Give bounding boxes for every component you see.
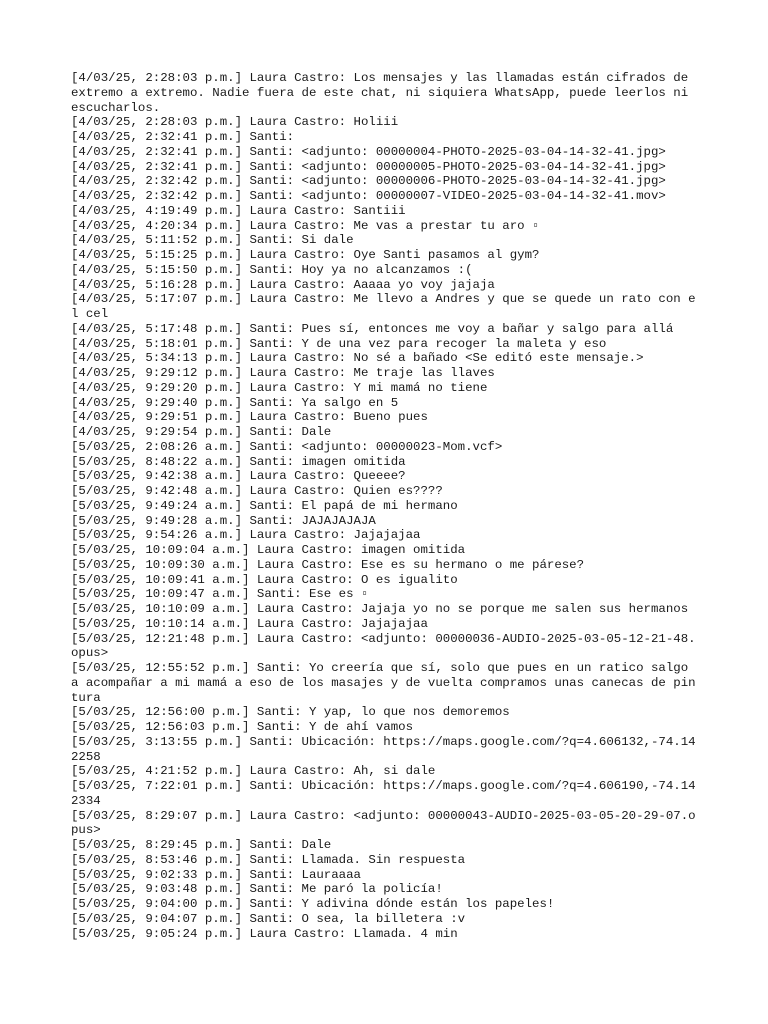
chat-message-line: [5/03/25, 9:49:28 a.m.] Santi: JAJAJAJAJA [71,513,376,528]
chat-message-line: [4/03/25, 2:32:42 p.m.] Santi: <adjunto: 00000007-VIDEO-2025-03-04-14-32-41.mov> [71,189,666,203]
chat-message-line: [4/03/25, 2:32:41 p.m.] Santi: [71,130,295,144]
chat-message-line: [4/03/25, 2:32:41 p.m.] Santi: <adjunto: 00000004-PHOTO-2025-03-04-14-32-41.jpg> [71,144,666,159]
chat-message-line: [5/03/25, 9:02:33 p.m.] Santi: Lauraaaa [71,867,361,882]
chat-message-line: [5/03/25, 10:10:09 a.m.] Laura Castro: Jajaja yo no se porque me salen sus hermanos [71,602,689,616]
chat-message-line: [4/03/25, 2:32:42 p.m.] Santi: <adjunto: 00000006-PHOTO-2025-03-04-14-32-41.jpg> [71,174,666,189]
chat-message-line: [4/03/25, 5:15:50 p.m.] Santi: Hoy ya no alcanzamos :( [71,262,473,277]
chat-message-line: [4/03/25, 9:29:51 p.m.] Laura Castro: Bueno pues [71,410,428,425]
chat-message-line: [5/03/25, 2:08:26 a.m.] Santi: <adjunto: 00000023-Mom.vcf> [71,439,503,454]
chat-message-line: [5/03/25, 10:09:30 a.m.] Laura Castro: Ese es su hermano o me párese? [71,557,585,572]
chat-message-line: [4/03/25, 9:29:12 p.m.] Laura Castro: Me traje las llaves [71,366,495,380]
chat-message-line: [5/03/25, 3:13:55 p.m.] Santi: Ubicación: https://maps.google.com/?q=4.606132,-74.142258 [71,734,696,764]
chat-message-line: [4/03/25, 9:29:40 p.m.] Santi: Ya salgo en 5 [71,395,399,410]
chat-message-line: [4/03/25, 5:17:07 p.m.] Laura Castro: Me llevo a Andres y que se quede un rato con el cel [71,292,696,321]
chat-message-line: [5/03/25, 9:54:26 a.m.] Laura Castro: Jajajajaa [71,528,421,543]
chat-message-line: [5/03/25, 8:29:45 p.m.] Santi: Dale [71,838,332,852]
chat-message-line: [4/03/25, 9:29:54 p.m.] Santi: Dale [71,425,332,439]
chat-message-line: [5/03/25, 9:04:07 p.m.] Santi: O sea, la billetera :v [71,911,466,926]
chat-message-line: [5/03/25, 8:48:22 a.m.] Santi: imagen omitida [71,454,406,469]
chat-message-line: [5/03/25, 8:29:07 p.m.] Laura Castro: <adjunto: 00000043-AUDIO-2025-03-05-20-29-07.opus> [71,808,696,838]
chat-message-line: [5/03/25, 12:21:48 p.m.] Laura Castro: <adjunto: 00000036-AUDIO-2025-03-05-12-21-48.opus> [71,631,696,661]
chat-message-line: [4/03/25, 5:18:01 p.m.] Santi: Y de una vez para recoger la maleta y eso [71,336,607,351]
chat-message-line: [5/03/25, 10:09:47 a.m.] Santi: Ese es ▫ [71,587,369,602]
chat-message-line: [5/03/25, 4:21:52 p.m.] Laura Castro: Ah, si dale [71,764,436,779]
chat-message-line: [5/03/25, 12:55:52 p.m.] Santi: Yo creería que sí, solo que pues en un ratico salgo a acompañar a mi mamá a eso de los masajes y de vuelta compramos unas canecas de pintura [71,661,696,705]
chat-message-line: [4/03/25, 5:15:25 p.m.] Laura Castro: Oye Santi pasamos al gym? [71,248,540,262]
chat-message-line: [5/03/25, 10:10:14 a.m.] Laura Castro: Jajajajaa [71,616,428,631]
chat-message-line: [4/03/25, 2:28:03 p.m.] Laura Castro: Holiii [71,115,399,130]
chat-message-line: [5/03/25, 10:09:41 a.m.] Laura Castro: O es igualito [71,572,458,587]
chat-message-line: [5/03/25, 7:22:01 p.m.] Santi: Ubicación: https://maps.google.com/?q=4.606190,-74.142334 [71,779,696,808]
chat-message-line: [4/03/25, 5:17:48 p.m.] Santi: Pues sí, entonces me voy a bañar y salgo para allá [71,321,674,336]
chat-message-line: [5/03/25, 12:56:00 p.m.] Santi: Y yap, lo que nos demoremos [71,705,510,720]
chat-message-line: [5/03/25, 9:04:00 p.m.] Santi: Y adivina dónde están los papeles! [71,897,555,911]
chat-message-line: [5/03/25, 9:42:48 a.m.] Laura Castro: Quien es???? [71,484,443,498]
chat-message-line: [4/03/25, 4:19:49 p.m.] Laura Castro: Santiii [71,203,406,218]
chat-message-line: [4/03/25, 2:32:41 p.m.] Santi: <adjunto: 00000005-PHOTO-2025-03-04-14-32-41.jpg> [71,159,666,174]
chat-message-line: [5/03/25, 9:03:48 p.m.] Santi: Me paró la policía! [71,882,443,897]
chat-message-line: [4/03/25, 2:28:03 p.m.] Laura Castro: Los mensajes y las llamadas están cifrados de extremo a extremo. Nadie fuera de este chat, ni siquiera WhatsApp, puede leerlos ni escucharlos. [71,71,696,115]
chat-message-line: [5/03/25, 9:05:24 p.m.] Laura Castro: Llamada. 4 min [71,926,458,941]
chat-message-line: [4/03/25, 4:20:34 p.m.] Laura Castro: Me vas a prestar tu aro ▫ [71,218,540,233]
chat-transcript [71,71,697,941]
chat-message-line: [4/03/25, 9:29:20 p.m.] Laura Castro: Y mi mamá no tiene [71,380,488,395]
chat-message-line: [5/03/25, 9:49:24 a.m.] Santi: El papá de mi hermano [71,498,458,513]
chat-message-line: [4/03/25, 5:11:52 p.m.] Santi: Si dale [71,233,354,248]
chat-message-line: [5/03/25, 12:56:03 p.m.] Santi: Y de ahí vamos [71,720,414,734]
chat-message-line: [5/03/25, 10:09:04 a.m.] Laura Castro: imagen omitida [71,543,466,557]
chat-message-line: [4/03/25, 5:16:28 p.m.] Laura Castro: Aaaaa yo voy jajaja [71,277,495,292]
chat-message-line: [4/03/25, 5:34:13 p.m.] Laura Castro: No sé a bañado <Se editó este mensaje.> [71,351,644,366]
chat-message-line: [5/03/25, 9:42:38 a.m.] Laura Castro: Queeee? [71,469,406,484]
chat-message-line: [5/03/25, 8:53:46 p.m.] Santi: Llamada. Sin respuesta [71,852,466,867]
